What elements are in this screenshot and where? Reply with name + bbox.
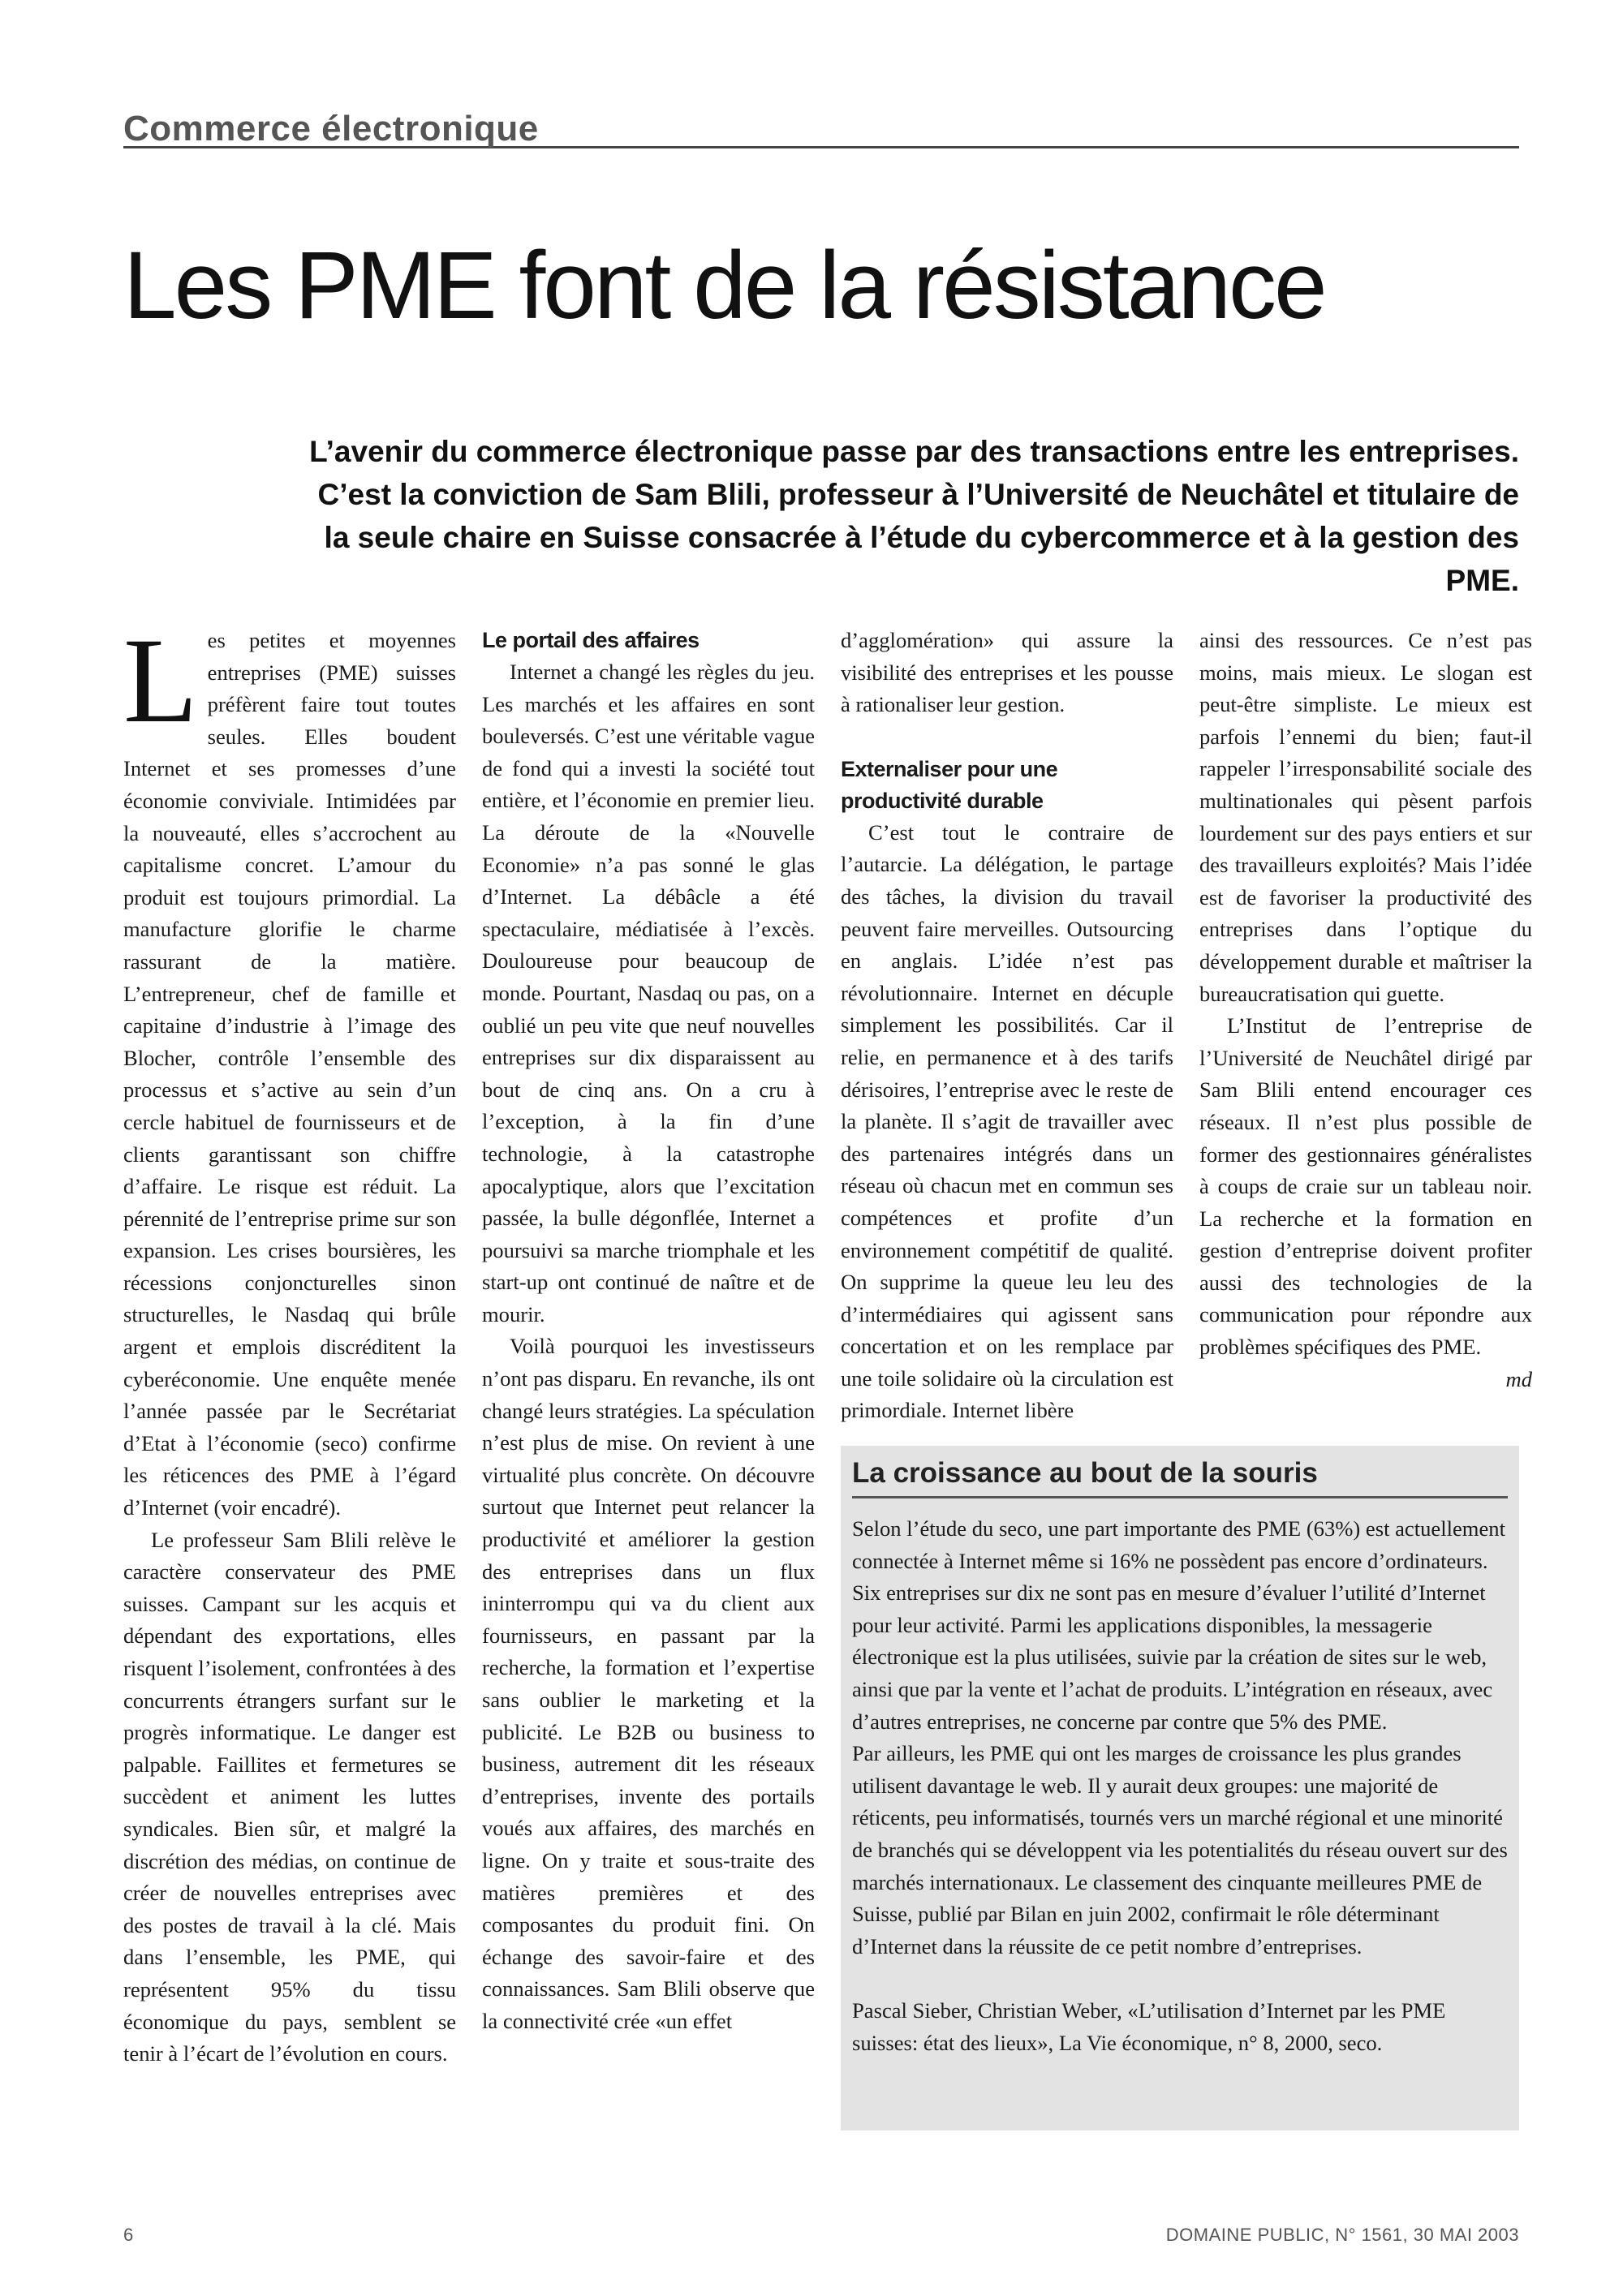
paragraph: Le professeur Sam Blili relève le caractère conservateur des PME suisses. Campant sur les acquis et dépendant des exportations, elles risquent l’isolement, confrontées à des concurrents étrangers surfant sur le progrès informatique. Le danger est palpable. Faillites et fermetures se succèdent et animent les luttes syndicales. Bien sûr, et malgré la discrétion des médias, on continue de créer de nouvelles entreprises avec des postes de travail à la clé. Mais dans l’ensemble, les PME, qui représentent 95% du tissu économique du pays, semblent se tenir à l’écart de l’évolution en cours. <box>123 1527 456 2066</box>
article-lead: L’avenir du commerce électronique passe par des transactions entre les entreprises. C’est la conviction de Sam Blili, professeur à l’Université de Neuchâtel et titulaire de la seule chaire en Suisse consacrée à l’étude du cybercommerce et à la gestion des PME. <box>309 435 1519 597</box>
paragraph: Internet a changé les règles du jeu. Les marchés et les affaires en sont bouleversés. C’est une véritable vague de fond qui a investi la société tout entière, et l’économie en premier lieu. La déroute de la «Nouvelle Economie» n’a pas sonné le glas d’Internet. La débâcle a été spectaculaire, médiatisée à l’excès. Douloureuse pour beaucoup de monde. Pourtant, Nasdaq ou pas, on a oublié un peu vite que neuf nouvelles entreprises sur dix disparaissent au bout de cinq ans. On a cru à l’exception, à la fin d’une technologie, à la catastrophe apocalyptique, alors que l’excitation passée, la bulle dégonflée, Internet a poursuivi sa marche triomphale et les start-up ont continué de naître et de mourir. <box>482 660 815 1326</box>
page-number: 6 <box>123 2225 134 2245</box>
paragraph: ainsi des ressources. Ce n’est pas moins, mais mieux. Le slogan est peut-être simpliste. Le mieux est parfois l’ennemi du bien; faut-il rappeler l’irresponsabilité sociale des multinationales qui pèsent parfois lourdement sur des pays entiers et sur des travailleurs exploités? Mais l’idée est de favoriser la productivité des entreprises dans l’optique du développement durable et maîtriser la bureaucratisation qui guette. <box>1199 628 1532 1006</box>
sidebar-paragraph: Selon l’étude du seco, une part importante des PME (63%) est actuellement connectée à Internet même si 16% ne possèdent pas encore d’ordinateurs. Six entreprises sur dix ne sont pas en mesure d’évaluer l’utilité d’Internet pour leur activité. Parmi les applications disponibles, la messagerie électronique est la plus utilisées, suivie par la création de sites sur le web, ainsi que par la vente et l’achat de produits. L’intégration en réseaux, avec d’autres entreprises, ne concerne par contre que 5% des PME. <box>852 1516 1505 1734</box>
rubric-label: Commerce électronique <box>123 109 539 148</box>
sidebar-box <box>841 1446 1519 2130</box>
paragraph: L’Institut de l’entreprise de l’Université de Neuchâtel dirigé par Sam Blili entend encourager ces réseaux. Il n’est plus possible de former des gestionnaires généralistes à coups de craie sur un tableau noir. La recherche et la formation en gestion d’entreprise doivent profiter aussi des technologies de la communication pour répondre aux problèmes spécifiques des PME. <box>1199 1013 1532 1360</box>
sidebar-paragraph: Par ailleurs, les PME qui ont les marges de croissance les plus grandes utilisent davantage le web. Il y aurait deux groupes: une majorité de réticents, peu informatisés, tournés vers un marché régional et une minorité de branchés qui se développent via les potentialités du réseau ouvert sur des marchés internationaux. Le classement des cinquante meilleures PME de Suisse, publié par Bilan en juin 2002, confirmait le rôle déterminant d’Internet dans la réussite de ce petit nombre d’entreprises. <box>852 1741 1508 1958</box>
article-column-1 <box>123 613 456 2070</box>
drop-cap: L <box>123 613 198 748</box>
paragraph: es petites et moyennes entreprises (PME) suisses préfèrent faire tout toutes seules. Elles boudent Internet et ses promesses d’une économie conviviale. Intimidées par la nouveauté, elles s’accrochent au capitalisme concret. L’amour du produit est toujours primordial. La manufacture glorifie le charme rassurant de la matière. L’entrepreneur, chef de famille et capitaine d’industrie à l’image des Blocher, contrôle l’ensemble des processus et s’active au sein d’un cercle habituel de fournisseurs et de clients garantissant son chiffre d’affaire. Le risque est réduit. La pérennité de l’entreprise prime sur son expansion. Les crises boursières, les récessions conjoncturelles sinon structurelles, le Nasdaq qui brûle argent et emplois discréditent la cyberéconomie. Une enquête menée l’année passée par le Secrétariat d’Etat à l’économie (seco) confirme les réticences des PME à l’égard d’Internet (voir encadré). <box>123 628 456 1520</box>
section-rubric <box>123 105 1519 148</box>
article-column-2 <box>482 625 815 2038</box>
sidebar-body <box>852 1513 1508 2060</box>
article-title: Les PME font de la résistance <box>123 232 1325 339</box>
paragraph: d’agglomération» qui assure la visibilité des entreprises et les pousse à rationaliser leur gestion. <box>841 628 1173 717</box>
subheading: Le portail des affaires <box>482 628 700 652</box>
author-signature: md <box>1505 1366 1532 1391</box>
paragraph: C’est tout le contraire de l’autarcie. La délégation, le partage des tâches, la division du travail peuvent faire merveilles. Outsourcing en anglais. L’idée n’est pas révolutionnaire. Internet en décuple simplement les possibilités. Car il relie, en permanence et à des tarifs dérisoires, l’entreprise avec le reste de la planète. Il s’agit de travailler avec des partenaires intégrés dans un réseau où chacun met en commun ses compétences et profite d’un environnement compétitif de qualité. On supprime la queue leu leu des d’intermédiaires qui agissent sans concertation et on les remplace par une toile solidaire où la circulation est primordiale. Internet libère <box>841 819 1173 1423</box>
spacer <box>841 721 1173 754</box>
paragraph: Voilà pourquoi les investisseurs n’ont pas disparu. En revanche, ils ont changé leurs stratégies. La spéculation n’est plus de mise. On revient à une virtualité plus concrète. On découvre surtout que Internet peut relancer la productivité et améliorer la gestion des entreprises dans un flux ininterrompu qui va du client aux fournisseurs, en passant par la recherche, la formation et l’expertise sans oublier le marketing et la publicité. Le B2B ou business to business, autrement dit les réseaux d’entreprises, invente des portails voués aux affaires, des marchés en ligne. On y traite et sous-traite des matières premières et des composantes du produit fini. On échange des savoir-faire et des connaissances. Sam Blili observe que la connectivité crée «un effet <box>482 1334 815 2033</box>
subheading: Externaliser pour une productivité durable <box>841 756 1058 813</box>
article-column-4 <box>1199 625 1532 1395</box>
sidebar-source: Pascal Sieber, Christian Weber, «L’utilisation d’Internet par les PME suisses: état des lieux», La Vie économique, n° 8, 2000, seco. <box>852 1998 1446 2055</box>
article-column-3 <box>841 625 1173 1427</box>
publication-info: DOMAINE PUBLIC, N° 1561, 30 MAI 2003 <box>1165 2225 1519 2245</box>
sidebar-title: La croissance au bout de la souris <box>852 1457 1508 1498</box>
